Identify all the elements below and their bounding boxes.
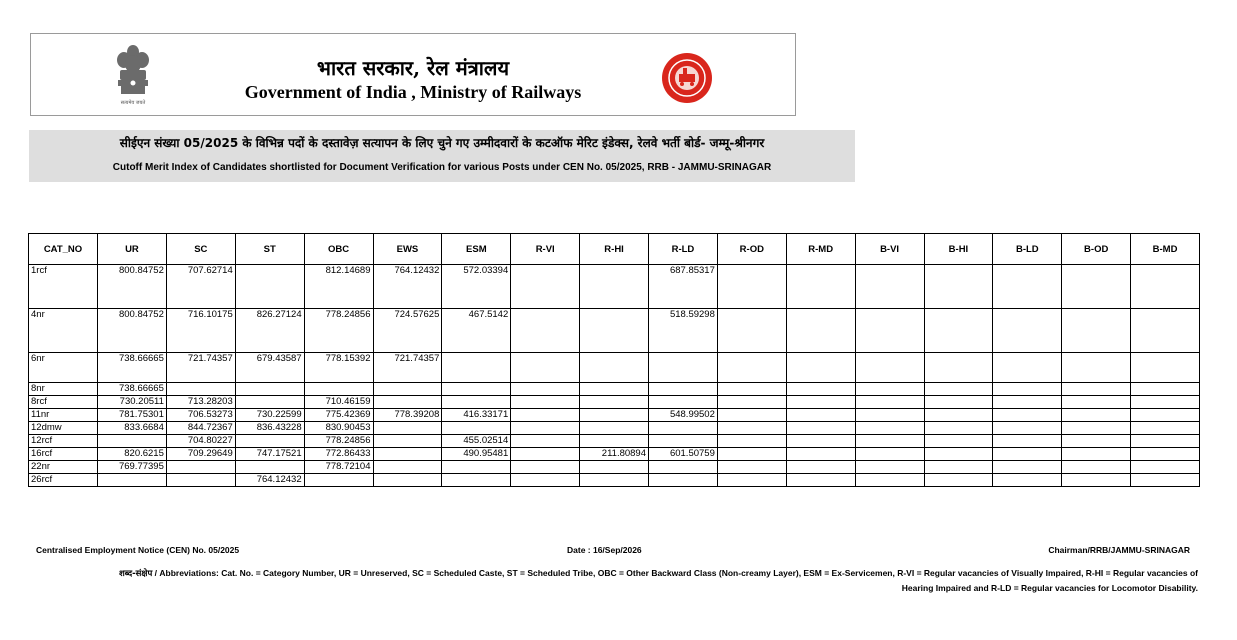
cutoff-cell [924, 265, 993, 309]
cutoff-cell [304, 474, 373, 487]
column-header: CAT_NO [29, 234, 98, 265]
cutoff-cell [1062, 309, 1131, 353]
cutoff-cell: 211.80894 [580, 448, 649, 461]
cutoff-cell [511, 435, 580, 448]
cutoff-cell [786, 435, 855, 448]
cutoff-cell: 709.29649 [166, 448, 235, 461]
category-cell: 1rcf [29, 265, 98, 309]
cutoff-cell: 800.84752 [98, 265, 167, 309]
signatory: Chairman/RRB/JAMMU-SRINAGAR [1048, 545, 1190, 555]
cutoff-cell [373, 448, 442, 461]
cutoff-cell: 826.27124 [235, 309, 304, 353]
cutoff-cell [924, 353, 993, 383]
title-band [29, 130, 855, 182]
cutoff-cell [580, 353, 649, 383]
cutoff-cell: 778.39208 [373, 409, 442, 422]
column-header: B-OD [1062, 234, 1131, 265]
cutoff-cell [717, 265, 786, 309]
cutoff-cell [993, 461, 1062, 474]
cutoff-cell: 704.80227 [166, 435, 235, 448]
cutoff-cell [649, 396, 718, 409]
cutoff-cell [442, 383, 511, 396]
cutoff-cell [373, 461, 442, 474]
cutoff-cell [855, 422, 924, 435]
cutoff-cell [924, 448, 993, 461]
table-row [29, 383, 1200, 396]
cutoff-cell: 764.12432 [235, 474, 304, 487]
category-cell: 6nr [29, 353, 98, 383]
band-title-english: Cutoff Merit Index of Candidates shortlisted for Document Verification for various Posts under CEN No. 05/2025, RRB - JAMMU-SRINAGAR [112, 162, 772, 173]
cutoff-cell [855, 309, 924, 353]
cutoff-cell [924, 396, 993, 409]
cutoff-cell [993, 265, 1062, 309]
cutoff-cell [786, 474, 855, 487]
cutoff-cell [717, 383, 786, 396]
cutoff-cell [649, 422, 718, 435]
cutoff-cell: 721.74357 [373, 353, 442, 383]
cutoff-cell [373, 435, 442, 448]
cutoff-cell [511, 383, 580, 396]
cutoff-cell [855, 474, 924, 487]
cutoff-cell [1131, 422, 1200, 435]
cutoff-cell [1131, 265, 1200, 309]
cutoff-cell [855, 353, 924, 383]
cutoff-cell [855, 383, 924, 396]
notice-date: Date : 16/Sep/2026 [567, 545, 642, 555]
cutoff-cell [649, 353, 718, 383]
cutoff-cell [235, 461, 304, 474]
cutoff-cell [855, 435, 924, 448]
cutoff-cell [1131, 461, 1200, 474]
cutoff-cell [717, 409, 786, 422]
cutoff-cell [855, 396, 924, 409]
cutoff-cell: 820.6215 [98, 448, 167, 461]
cutoff-cell: 416.33171 [442, 409, 511, 422]
cutoff-cell: 730.20511 [98, 396, 167, 409]
cutoff-cell [717, 435, 786, 448]
cutoff-cell: 812.14689 [304, 265, 373, 309]
cutoff-cell: 778.72104 [304, 461, 373, 474]
cutoff-cell [580, 474, 649, 487]
cutoff-cell [580, 383, 649, 396]
cutoff-cell: 679.43587 [235, 353, 304, 383]
cutoff-cell [717, 422, 786, 435]
cutoff-cell [235, 435, 304, 448]
cutoff-cell [580, 435, 649, 448]
column-header: UR [98, 234, 167, 265]
cutoff-cell: 764.12432 [373, 265, 442, 309]
category-cell: 12dmw [29, 422, 98, 435]
table-row [29, 448, 1200, 461]
cutoff-cell [373, 474, 442, 487]
cutoff-cell [98, 435, 167, 448]
cutoff-cell [1062, 409, 1131, 422]
cutoff-cell: 747.17521 [235, 448, 304, 461]
cutoff-cell: 781.75301 [98, 409, 167, 422]
cutoff-cell [580, 409, 649, 422]
cutoff-cell [924, 461, 993, 474]
cutoff-cell [993, 396, 1062, 409]
cutoff-cell [717, 353, 786, 383]
cutoff-cell [1062, 422, 1131, 435]
cutoff-cell: 830.90453 [304, 422, 373, 435]
cutoff-cell [993, 422, 1062, 435]
category-cell: 4nr [29, 309, 98, 353]
cutoff-cell [1062, 435, 1131, 448]
cutoff-cell [993, 448, 1062, 461]
column-header: R-LD [649, 234, 718, 265]
cutoff-cell: 548.99502 [649, 409, 718, 422]
cutoff-cell [1131, 448, 1200, 461]
cutoff-cell [166, 383, 235, 396]
cutoff-cell [511, 461, 580, 474]
cutoff-cell [717, 461, 786, 474]
cutoff-cell: 800.84752 [98, 309, 167, 353]
cutoff-cell [993, 409, 1062, 422]
cutoff-cell [855, 265, 924, 309]
column-header: OBC [304, 234, 373, 265]
cutoff-cell [442, 353, 511, 383]
cutoff-cell: 467.5142 [442, 309, 511, 353]
cutoff-cell: 730.22599 [235, 409, 304, 422]
column-header: R-VI [511, 234, 580, 265]
table-row [29, 353, 1200, 383]
cutoff-cell [580, 309, 649, 353]
cutoff-cell [924, 435, 993, 448]
column-header: R-OD [717, 234, 786, 265]
cutoff-cell [511, 396, 580, 409]
table-row [29, 474, 1200, 487]
category-cell: 8rcf [29, 396, 98, 409]
cutoff-cell [1062, 461, 1131, 474]
cutoff-cell [373, 383, 442, 396]
cutoff-cell: 572.03394 [442, 265, 511, 309]
cutoff-cell: 778.24856 [304, 309, 373, 353]
cutoff-cell: 836.43228 [235, 422, 304, 435]
cutoff-cell: 716.10175 [166, 309, 235, 353]
cutoff-cell [786, 409, 855, 422]
cutoff-cell [993, 435, 1062, 448]
abbr-line-2: Hearing Impaired and R-LD = Regular vacancies for Locomotor Disability. [901, 583, 1198, 593]
cutoff-cell: 778.15392 [304, 353, 373, 383]
cutoff-cell [924, 409, 993, 422]
indian-railways-logo-icon [661, 52, 713, 104]
category-cell: 26rcf [29, 474, 98, 487]
merit-table [28, 233, 1200, 487]
cutoff-cell [511, 474, 580, 487]
category-cell: 8nr [29, 383, 98, 396]
cutoff-cell [786, 448, 855, 461]
cutoff-cell [786, 353, 855, 383]
cutoff-cell [993, 309, 1062, 353]
cutoff-cell [993, 474, 1062, 487]
cutoff-cell [993, 353, 1062, 383]
cutoff-cell [786, 461, 855, 474]
cutoff-cell [1131, 409, 1200, 422]
cutoff-cell: 713.28203 [166, 396, 235, 409]
cutoff-cell [442, 422, 511, 435]
column-header: B-LD [993, 234, 1062, 265]
cutoff-cell: 724.57625 [373, 309, 442, 353]
cutoff-cell: 490.95481 [442, 448, 511, 461]
category-cell: 16rcf [29, 448, 98, 461]
cutoff-cell [1131, 309, 1200, 353]
cutoff-cell: 775.42369 [304, 409, 373, 422]
abbr-label-hindi: शब्द-संक्षेप [118, 569, 153, 579]
cutoff-cell [166, 474, 235, 487]
cutoff-cell: 601.50759 [649, 448, 718, 461]
column-header: B-MD [1131, 234, 1200, 265]
cutoff-cell [166, 461, 235, 474]
cutoff-cell [304, 383, 373, 396]
cutoff-cell [786, 265, 855, 309]
table-body [29, 265, 1200, 487]
cutoff-cell: 769.77395 [98, 461, 167, 474]
cutoff-cell [373, 422, 442, 435]
cutoff-cell: 738.66665 [98, 383, 167, 396]
cutoff-cell [373, 396, 442, 409]
abbreviations [36, 566, 1198, 595]
table-row [29, 396, 1200, 409]
cutoff-cell [235, 383, 304, 396]
cutoff-cell [924, 422, 993, 435]
cutoff-cell [580, 422, 649, 435]
column-header: B-VI [855, 234, 924, 265]
cutoff-cell: 844.72367 [166, 422, 235, 435]
cutoff-cell [1062, 448, 1131, 461]
table-row [29, 409, 1200, 422]
cutoff-cell: 706.53273 [166, 409, 235, 422]
cutoff-cell [442, 474, 511, 487]
cutoff-cell [511, 422, 580, 435]
cutoff-cell [511, 265, 580, 309]
cutoff-cell [442, 461, 511, 474]
table-row [29, 309, 1200, 353]
cutoff-cell [1062, 265, 1131, 309]
cutoff-cell [442, 396, 511, 409]
cutoff-cell [717, 448, 786, 461]
cutoff-cell [924, 474, 993, 487]
table-row [29, 422, 1200, 435]
cutoff-cell: 518.59298 [649, 309, 718, 353]
cen-notice: Centralised Employment Notice (CEN) No. 05/2025 [36, 545, 240, 555]
cutoff-cell [511, 409, 580, 422]
cutoff-cell [1062, 474, 1131, 487]
cutoff-cell [993, 383, 1062, 396]
cutoff-cell [649, 461, 718, 474]
cutoff-cell [580, 396, 649, 409]
cutoff-cell [649, 383, 718, 396]
column-header: EWS [373, 234, 442, 265]
cutoff-cell [1131, 353, 1200, 383]
column-header: R-HI [580, 234, 649, 265]
cutoff-cell [1062, 396, 1131, 409]
cutoff-cell: 707.62714 [166, 265, 235, 309]
cutoff-cell: 455.02514 [442, 435, 511, 448]
cutoff-cell [855, 461, 924, 474]
cutoff-cell [717, 309, 786, 353]
cutoff-cell [855, 448, 924, 461]
cutoff-cell [717, 474, 786, 487]
title-hindi: भारत सरकार, रेल मंत्रालय [316, 56, 510, 80]
cutoff-cell [855, 409, 924, 422]
title-english: Government of India , Ministry of Railways [244, 82, 582, 102]
cutoff-cell [786, 309, 855, 353]
cutoff-cell [1131, 383, 1200, 396]
header-box [30, 33, 796, 116]
cutoff-cell [786, 383, 855, 396]
band-title-hindi: सीईएन संख्या 05/2025 के विभिन्न पदों के दस्तावेज़ सत्यापन के लिए चुने गए उम्मीदवारों के कटऑफ मेरिट इंडेक्स, रेलवे भर्ती बोर्ड- जम्मू-श्रीनगर [119, 136, 765, 150]
cutoff-cell [1062, 353, 1131, 383]
cutoff-cell [98, 474, 167, 487]
column-header: B-HI [924, 234, 993, 265]
cutoff-cell: 778.24856 [304, 435, 373, 448]
cutoff-cell [1131, 435, 1200, 448]
cutoff-cell [649, 435, 718, 448]
cutoff-cell [511, 448, 580, 461]
column-header: SC [166, 234, 235, 265]
cutoff-cell: 687.85317 [649, 265, 718, 309]
table-row [29, 265, 1200, 309]
category-cell: 12rcf [29, 435, 98, 448]
cutoff-cell [1062, 383, 1131, 396]
abbr-line-1: / Abbreviations: Cat. No. = Category Number, UR = Unreserved, SC = Scheduled Caste, ST = Scheduled Tribe, OBC = Other Backward Class (Non-creamy Layer), ESM = Ex-Servicemen, R-VI = Regular vacancies of Visually Impaired, R-HI = Regular vacancies of [152, 568, 1198, 578]
cutoff-cell [580, 461, 649, 474]
cutoff-cell [924, 383, 993, 396]
cutoff-cell [580, 265, 649, 309]
cutoff-cell [649, 474, 718, 487]
cutoff-cell [717, 396, 786, 409]
cutoff-cell [786, 396, 855, 409]
cutoff-cell [1131, 396, 1200, 409]
cutoff-cell: 772.86433 [304, 448, 373, 461]
cutoff-cell [786, 422, 855, 435]
cutoff-cell [511, 309, 580, 353]
cutoff-cell [924, 309, 993, 353]
cutoff-cell: 710.46159 [304, 396, 373, 409]
column-header: ST [235, 234, 304, 265]
emblem-motto: सत्यमेव जयते [120, 100, 146, 106]
cutoff-cell: 833.6684 [98, 422, 167, 435]
table-row [29, 435, 1200, 448]
category-cell: 22nr [29, 461, 98, 474]
cutoff-cell [511, 353, 580, 383]
cutoff-cell [235, 265, 304, 309]
category-cell: 11nr [29, 409, 98, 422]
cutoff-cell: 721.74357 [166, 353, 235, 383]
column-header: ESM [442, 234, 511, 265]
cutoff-cell [1131, 474, 1200, 487]
column-header: R-MD [786, 234, 855, 265]
table-header-row [29, 234, 1200, 265]
cutoff-cell [235, 396, 304, 409]
table-row [29, 461, 1200, 474]
cutoff-cell: 738.66665 [98, 353, 167, 383]
